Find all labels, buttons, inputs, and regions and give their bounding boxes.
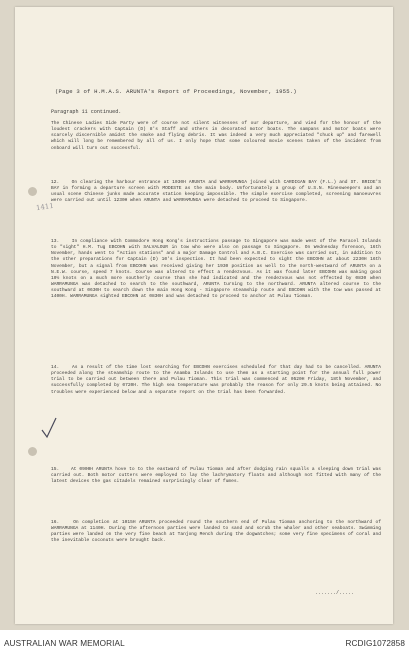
page-header: (Page 3 of H.M.A.S. ARUNTA's Report of Proceedings, November, 1955.) (55, 88, 297, 95)
paragraph-number: 15. (51, 467, 60, 472)
paragraph-16 (51, 520, 381, 545)
paragraph-number: 12. (51, 180, 60, 185)
paragraph-text: On clearing the harbour entrance at 1030H ARUNTA and WARRAMUNGA joined with CARDIGAN BAY (F.L.) and ST. BRIDE'S BAY in forming a departure screen with MODESTE as the main body. Unfortunately a group of U.S.N. Minesweepers and an usual scene Chinese junks made accurate station keeping impossible. The simple exercise completed, screening manoeuvres were carried out until 1230H when ARUNTA and WARRAMUNGA were detached to proceed to Singapore. (51, 180, 382, 204)
paragraph-14 (51, 365, 381, 396)
punch-hole (28, 447, 37, 456)
paragraph-continued-label: Paragraph 11 continued. (51, 109, 122, 115)
paragraph-text: On completion at 1015H ARUNTA proceeded round the southern end of Pulau Tioman anchoring to the northward of WARRAMUNGA at 1140H. During the afternoon parties were landed to sand and scrub the whaler and other seaboats. Swimming parties were landed on the very fine beach at Tanjong Mench during the dogwatches; some very fine specimens of coral and the inevitable coconuts were brought back. (51, 520, 382, 544)
paragraph-number: 14. (51, 365, 60, 370)
paragraph-text: As a result of the time lost searching for EBCOHN exercises scheduled for that day had to be cancelled. ARUNTA proceeded along the steamship route to the Anamba Islands to use them as a starting point for the annual full power trial to be carried out between there and Pulau Tioman. This trial was commenced at 0520H Friday, 18th November, and successfully completed by 0720H. The high sea temperature was probably the reason for only 29.5 knots being attained. No troubles were experienced below and a separate report on the trial has been forwarded. (51, 365, 381, 395)
archive-name: AUSTRALIAN WAR MEMORIAL (4, 639, 125, 648)
paragraph-text: At 0900H ARUNTA hove to to the eastward of Pulau Tioman and after dodging rain squalls a sleeping down trial was carried out. Both motor cutters were employed to lay the lachrymatory floats and although not fitted with many of the latest devices the gas citadels remained surprisingly clear of fumes. (51, 467, 381, 485)
paragraph-11-continued (51, 121, 381, 152)
punch-hole (28, 187, 37, 196)
paragraph-text: In compliance with Commodore Hong Kong's instructions passage to Singapore was made west of the Paracel Islands to "sight" H.M. Tug EBCOHN with SALVALOUR in tow who were also on passage to Singapore. On Wednesday forenoon, 16th November, hands went to "Action stations" and a major Damage Control and A.B.C. Exercise was carried out, in addition to the other preparations for Captain (D) 10's inspection. It had been expected to sight the EBCOHN at about 2230H 16th November, but a signal from EBCOHN was received giving her 1930 position as well to the north-westward of ARUNTA on a N.E.W. course, speed 7 knots. Course was altered to effect a rendezvous. As it was found later EBCOHN was making good 10½ knots on a much more southerly course than she had indicated and the rendezvous was not effected by 0830 when WARRAMUNGA was detached to search to the southward, ARUNTA turning to the northward. ARUNTA altered course to the southward at 0630H to search down the main Hong Kong - Singapore steamship route and EBCOHN with the tow was passed at 1400H. WARRAMUNGA sighted EBCOHN at 0830H and was detached to proceed to anchor at Pulau Tioman. (51, 239, 382, 300)
archive-footer (0, 636, 409, 654)
paragraph-13 (51, 239, 381, 301)
paragraph-15 (51, 467, 381, 485)
paragraph-number: 16. (51, 520, 60, 525)
paragraph-number: 13. (51, 239, 60, 244)
continuation-mark: ......./..... (315, 590, 355, 596)
archive-reference: RCDIG1072858 (345, 639, 405, 648)
handwritten-margin-note: 1411 (35, 201, 55, 213)
check-mark-icon (41, 417, 57, 439)
paragraph-text: The Chinese Ladies Side Party were of course not silent witnesses of our departure, and vied for the honour of the loudest crackers with Captain (D) 8's Staff and others in decorated motor boats. The sampans and motor boats were scarcely discernible amidst the smoke and flying debris. It was indeed a very much appreciated "chuck up" and farewell which will long be remembered by all of us. I only hope that some coloured movie scenes taken of the incident from onboard will turn out successful. (51, 121, 381, 151)
paragraph-12 (51, 180, 381, 205)
document-page (15, 7, 393, 624)
